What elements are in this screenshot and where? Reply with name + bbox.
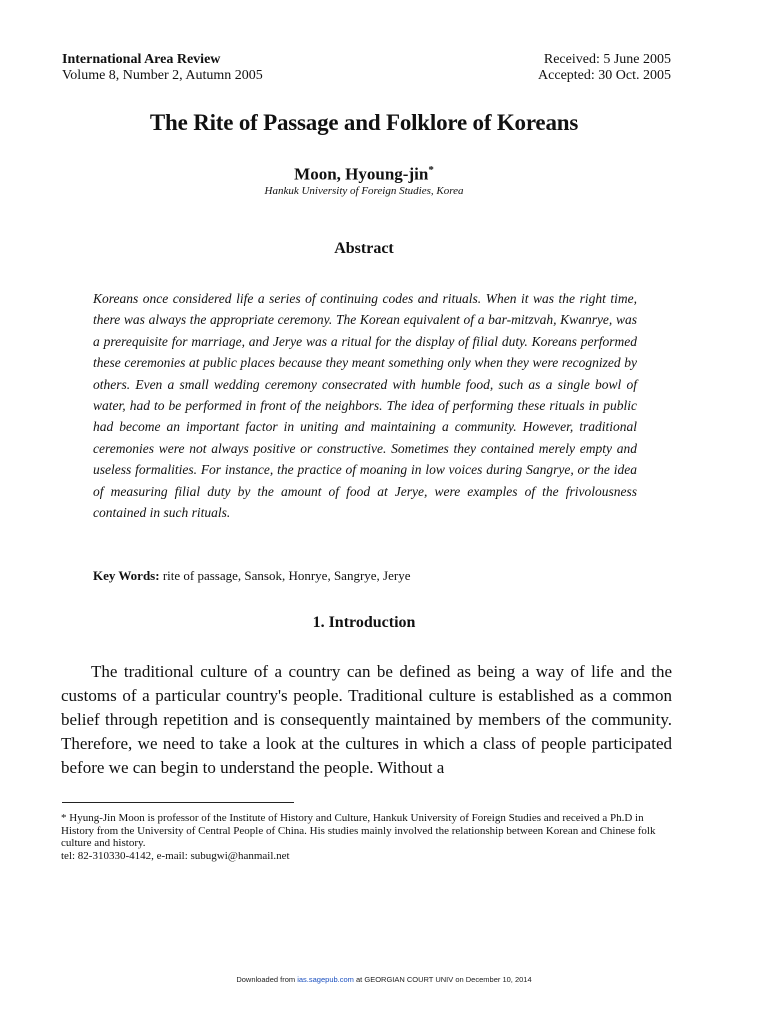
download-link[interactable]: ias.sagepub.com xyxy=(297,975,354,984)
date-header xyxy=(538,52,671,84)
accepted-date: Accepted: 30 Oct. 2005 xyxy=(538,68,671,83)
keywords-text: rite of passage, Sansok, Honrye, Sangrye, Jerye xyxy=(162,568,411,583)
paper-title: The Rite of Passage and Folklore of Koreans xyxy=(149,110,579,135)
abstract-heading: Abstract xyxy=(334,240,394,257)
author-name: Moon, Hyoung-jin xyxy=(294,164,429,184)
footnote xyxy=(61,812,673,862)
journal-header xyxy=(62,52,263,84)
journal-volume: Volume 8, Number 2, Autumn 2005 xyxy=(62,68,263,83)
footnote-contact: tel: 82-310330-4142, e-mail: subugwi@hanmail.net xyxy=(61,849,290,862)
received-date: Received: 5 June 2005 xyxy=(543,52,671,67)
abstract-text: Koreans once considered life a series of continuing codes and rituals. When it was the right time, there was always the appropriate ceremony. The Korean equivalent of a bar-mitzvah, Kwanrye, was a prerequisite for marriage, and Jerye was a ritual for the display of filial duty. Koreans performed these ceremonies at public places because they meant something only when they were recognized by others. Even a small wedding ceremony consecrated with humble food, such as a single bowl of water, had to be performed in front of the neighbors. The idea of performing these rituals in public had become an important factor in uniting and maintaining a community. However, traditional ceremonies were not always positive or constructive. Sometimes they contained merely empty and useless formalities. For instance, the practice of moaning in low voices during Sangrye, or the idea of measuring filial duty by the amount of food at Jerye, were examples of the frivolousness contained in such rituals. xyxy=(93,291,637,521)
footnote-divider xyxy=(62,802,294,803)
download-prefix: Downloaded from xyxy=(236,975,296,984)
author-affiliation: Hankuk University of Foreign Studies, Korea xyxy=(264,185,464,197)
author-footnote-mark: * xyxy=(428,164,434,176)
keywords xyxy=(93,568,653,584)
section-heading-introduction: 1. Introduction xyxy=(312,614,416,631)
download-note xyxy=(0,975,768,984)
author-line xyxy=(0,164,728,185)
introduction-paragraph: The traditional culture of a country can be defined as being a way of life and the customs of a particular country's people. Traditional culture is established as a common belief through repetition and is consequently maintained by members of the community. Therefore, we need to take a look at the cultures in which a class of people participated before we can begin to understand the people. Without a xyxy=(61,662,672,777)
journal-name: International Area Review xyxy=(62,52,221,67)
download-suffix: at GEORGIAN COURT UNIV on December 10, 2014 xyxy=(356,975,532,984)
footnote-text: * Hyung-Jin Moon is professor of the Institute of History and Culture, Hankuk University of Foreign Studies and received a Ph.D in History from the University of Central People of China. His studies mainly involved the relationship between Korean and Chinese folk culture and history. xyxy=(61,812,656,849)
keywords-label: Key Words: xyxy=(93,568,160,583)
